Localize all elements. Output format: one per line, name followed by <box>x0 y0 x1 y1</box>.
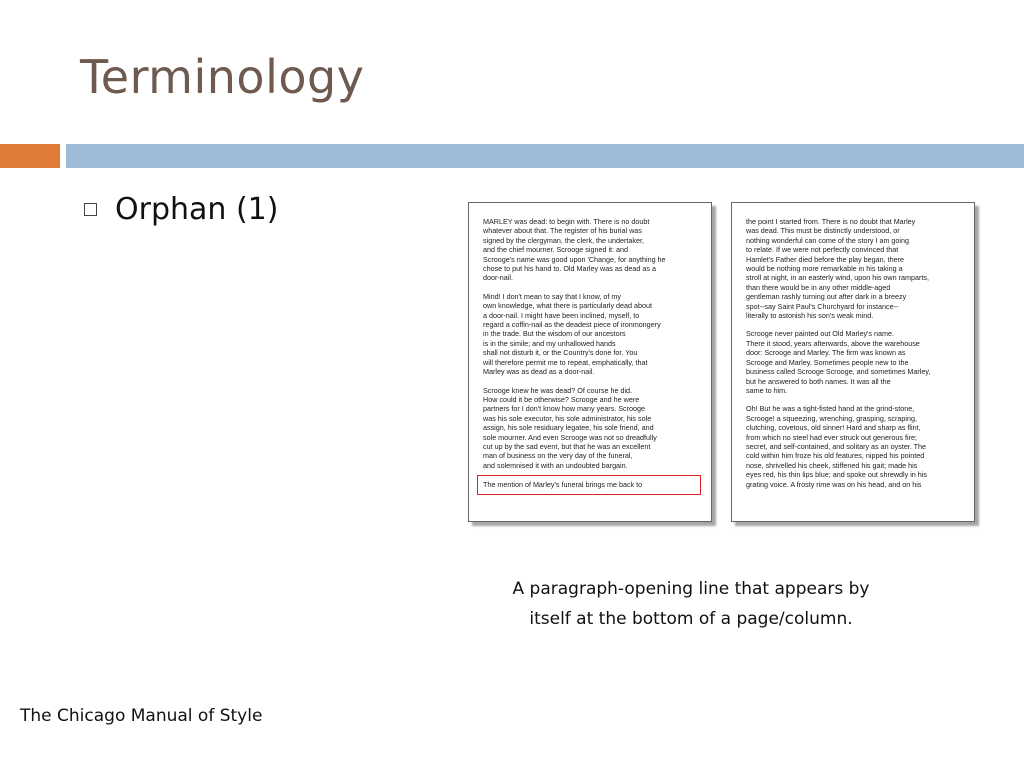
text-line: Scrooge! a squeezing, wrenching, grasping, scraping, <box>746 413 918 423</box>
text-line: door: Scrooge and Marley. The firm was known as <box>746 348 906 358</box>
caption-line-1: A paragraph-opening line that appears by <box>512 579 870 599</box>
text-line: chose to put his hand to. Old Marley was as dead as a <box>483 264 656 274</box>
text-line: and the chief mourner. Scrooge signed it: and <box>483 245 629 255</box>
text-line: MARLEY was dead: to begin with. There is no doubt <box>483 217 650 226</box>
accent-bar-blue <box>66 144 1024 168</box>
left-paragraph-3 <box>483 386 701 471</box>
text-line: than there would be in any other middle-aged <box>746 282 891 292</box>
accent-bar-orange <box>0 144 60 168</box>
text-line: Marley was as dead as a door-nail. <box>483 367 595 377</box>
text-line: was dead. This must be distinctly understood, or <box>746 226 900 236</box>
right-paragraph-3 <box>746 404 964 489</box>
text-line: Scrooge never painted out Old Marley's name. <box>746 329 894 339</box>
text-line: was his sole executor, his sole administrator, his sole <box>483 413 652 423</box>
text-line: signed by the clergyman, the clerk, the undertaker, <box>483 235 645 245</box>
bullet-item <box>84 192 278 227</box>
text-line: grating voice. A frosty rime was on his head, and on his <box>746 479 922 489</box>
text-line: own knowledge, what there is particularly dead about <box>483 301 653 311</box>
source-footer: The Chicago Manual of Style <box>20 706 263 726</box>
slide-title: Terminology <box>80 50 365 104</box>
left-paragraph-1 <box>483 217 701 283</box>
text-line: from which no steel had ever struck out generous fire; <box>746 432 917 442</box>
square-bullet-icon <box>84 203 97 216</box>
text-line: Oh! But he was a tight-fisted hand at the grind-stone, <box>746 404 915 414</box>
text-line: Scrooge's name was good upon 'Change, for anything he <box>483 254 666 264</box>
caption-line-2: itself at the bottom of a page/column. <box>529 609 853 629</box>
text-line: clutching, covetous, old sinner! Hard and sharp as flint, <box>746 423 921 433</box>
text-line: cold within him froze his old features, nipped his pointed <box>746 451 925 461</box>
right-page-sample <box>731 202 975 522</box>
text-line: There it stood, years afterwards, above the warehouse <box>746 338 920 348</box>
text-line: cut up by the sad event, but that he was an excellent <box>483 441 651 451</box>
text-line: in the trade. But the wisdom of our ancestors <box>483 329 626 339</box>
right-paragraph-2 <box>746 329 964 395</box>
orphan-highlight-box <box>477 475 701 494</box>
text-line: spot--say Saint Paul's Churchyard for instance-- <box>746 301 899 311</box>
text-line: assign, his sole residuary legatee, his sole friend, and <box>483 423 654 433</box>
text-line: will therefore permit me to repeat, emphatically, that <box>483 357 648 367</box>
text-line: a door-nail. I might have been inclined, myself, to <box>483 310 640 320</box>
text-line: door-nail. <box>483 273 513 283</box>
text-line: stroll at night, in an easterly wind, upon his own ramparts, <box>746 273 929 283</box>
text-line: shall not disturb it, or the Country's done for. You <box>483 348 638 358</box>
text-line: partners for I don't know how many years. Scrooge <box>483 404 645 414</box>
text-line: gentleman rashly turning out after dark in a breezy <box>746 292 907 302</box>
text-line: whatever about that. The register of his burial was <box>483 226 642 236</box>
definition-caption <box>470 574 912 634</box>
text-line: Mind! I don't mean to say that I know, of my <box>483 291 622 301</box>
left-paragraph-2 <box>483 292 701 377</box>
text-line: regard a coffin-nail as the deadest piece of ironmongery <box>483 320 661 330</box>
text-line: Scrooge and Marley. Sometimes people new to the <box>746 357 909 367</box>
text-line: sole mourner. And even Scrooge was not so dreadfully <box>483 432 657 442</box>
text-line: Scrooge knew he was dead? Of course he did. <box>483 385 633 395</box>
text-line: business called Scrooge Scrooge, and sometimes Marley, <box>746 367 931 377</box>
text-line: How could it be otherwise? Scrooge and he were <box>483 394 640 404</box>
text-line: is in the simile; and my unhallowed hands <box>483 338 616 348</box>
bullet-text: Orphan (1) <box>115 192 279 227</box>
text-line: but he answered to both names. It was all the <box>746 376 891 386</box>
text-line: eyes red, his thin lips blue; and spoke out shrewdly in his <box>746 470 927 480</box>
text-line: Hamlet's Father died before the play began, there <box>746 254 904 264</box>
text-line: literally to astonish his son's weak mind. <box>746 311 874 321</box>
text-line: man of business on the very day of the funeral, <box>483 451 633 461</box>
text-line: and solemnised it with an undoubted bargain. <box>483 460 628 470</box>
text-line: nose, shrivelled his cheek, stiffened his gait; made his <box>746 460 918 470</box>
text-line: would be nothing more remarkable in his taking a <box>746 264 903 274</box>
text-line: same to him. <box>746 385 788 395</box>
orphan-line: The mention of Marley's funeral brings me back to <box>483 480 643 490</box>
text-line: nothing wonderful can come of the story I am going <box>746 235 910 245</box>
text-line: the point I started from. There is no doubt that Marley <box>746 217 916 226</box>
left-page-sample <box>468 202 712 522</box>
text-line: to relate. If we were not perfectly convinced that <box>746 245 899 255</box>
right-paragraph-1 <box>746 217 964 320</box>
text-line: secret, and self-contained, and solitary as an oyster. The <box>746 441 927 451</box>
